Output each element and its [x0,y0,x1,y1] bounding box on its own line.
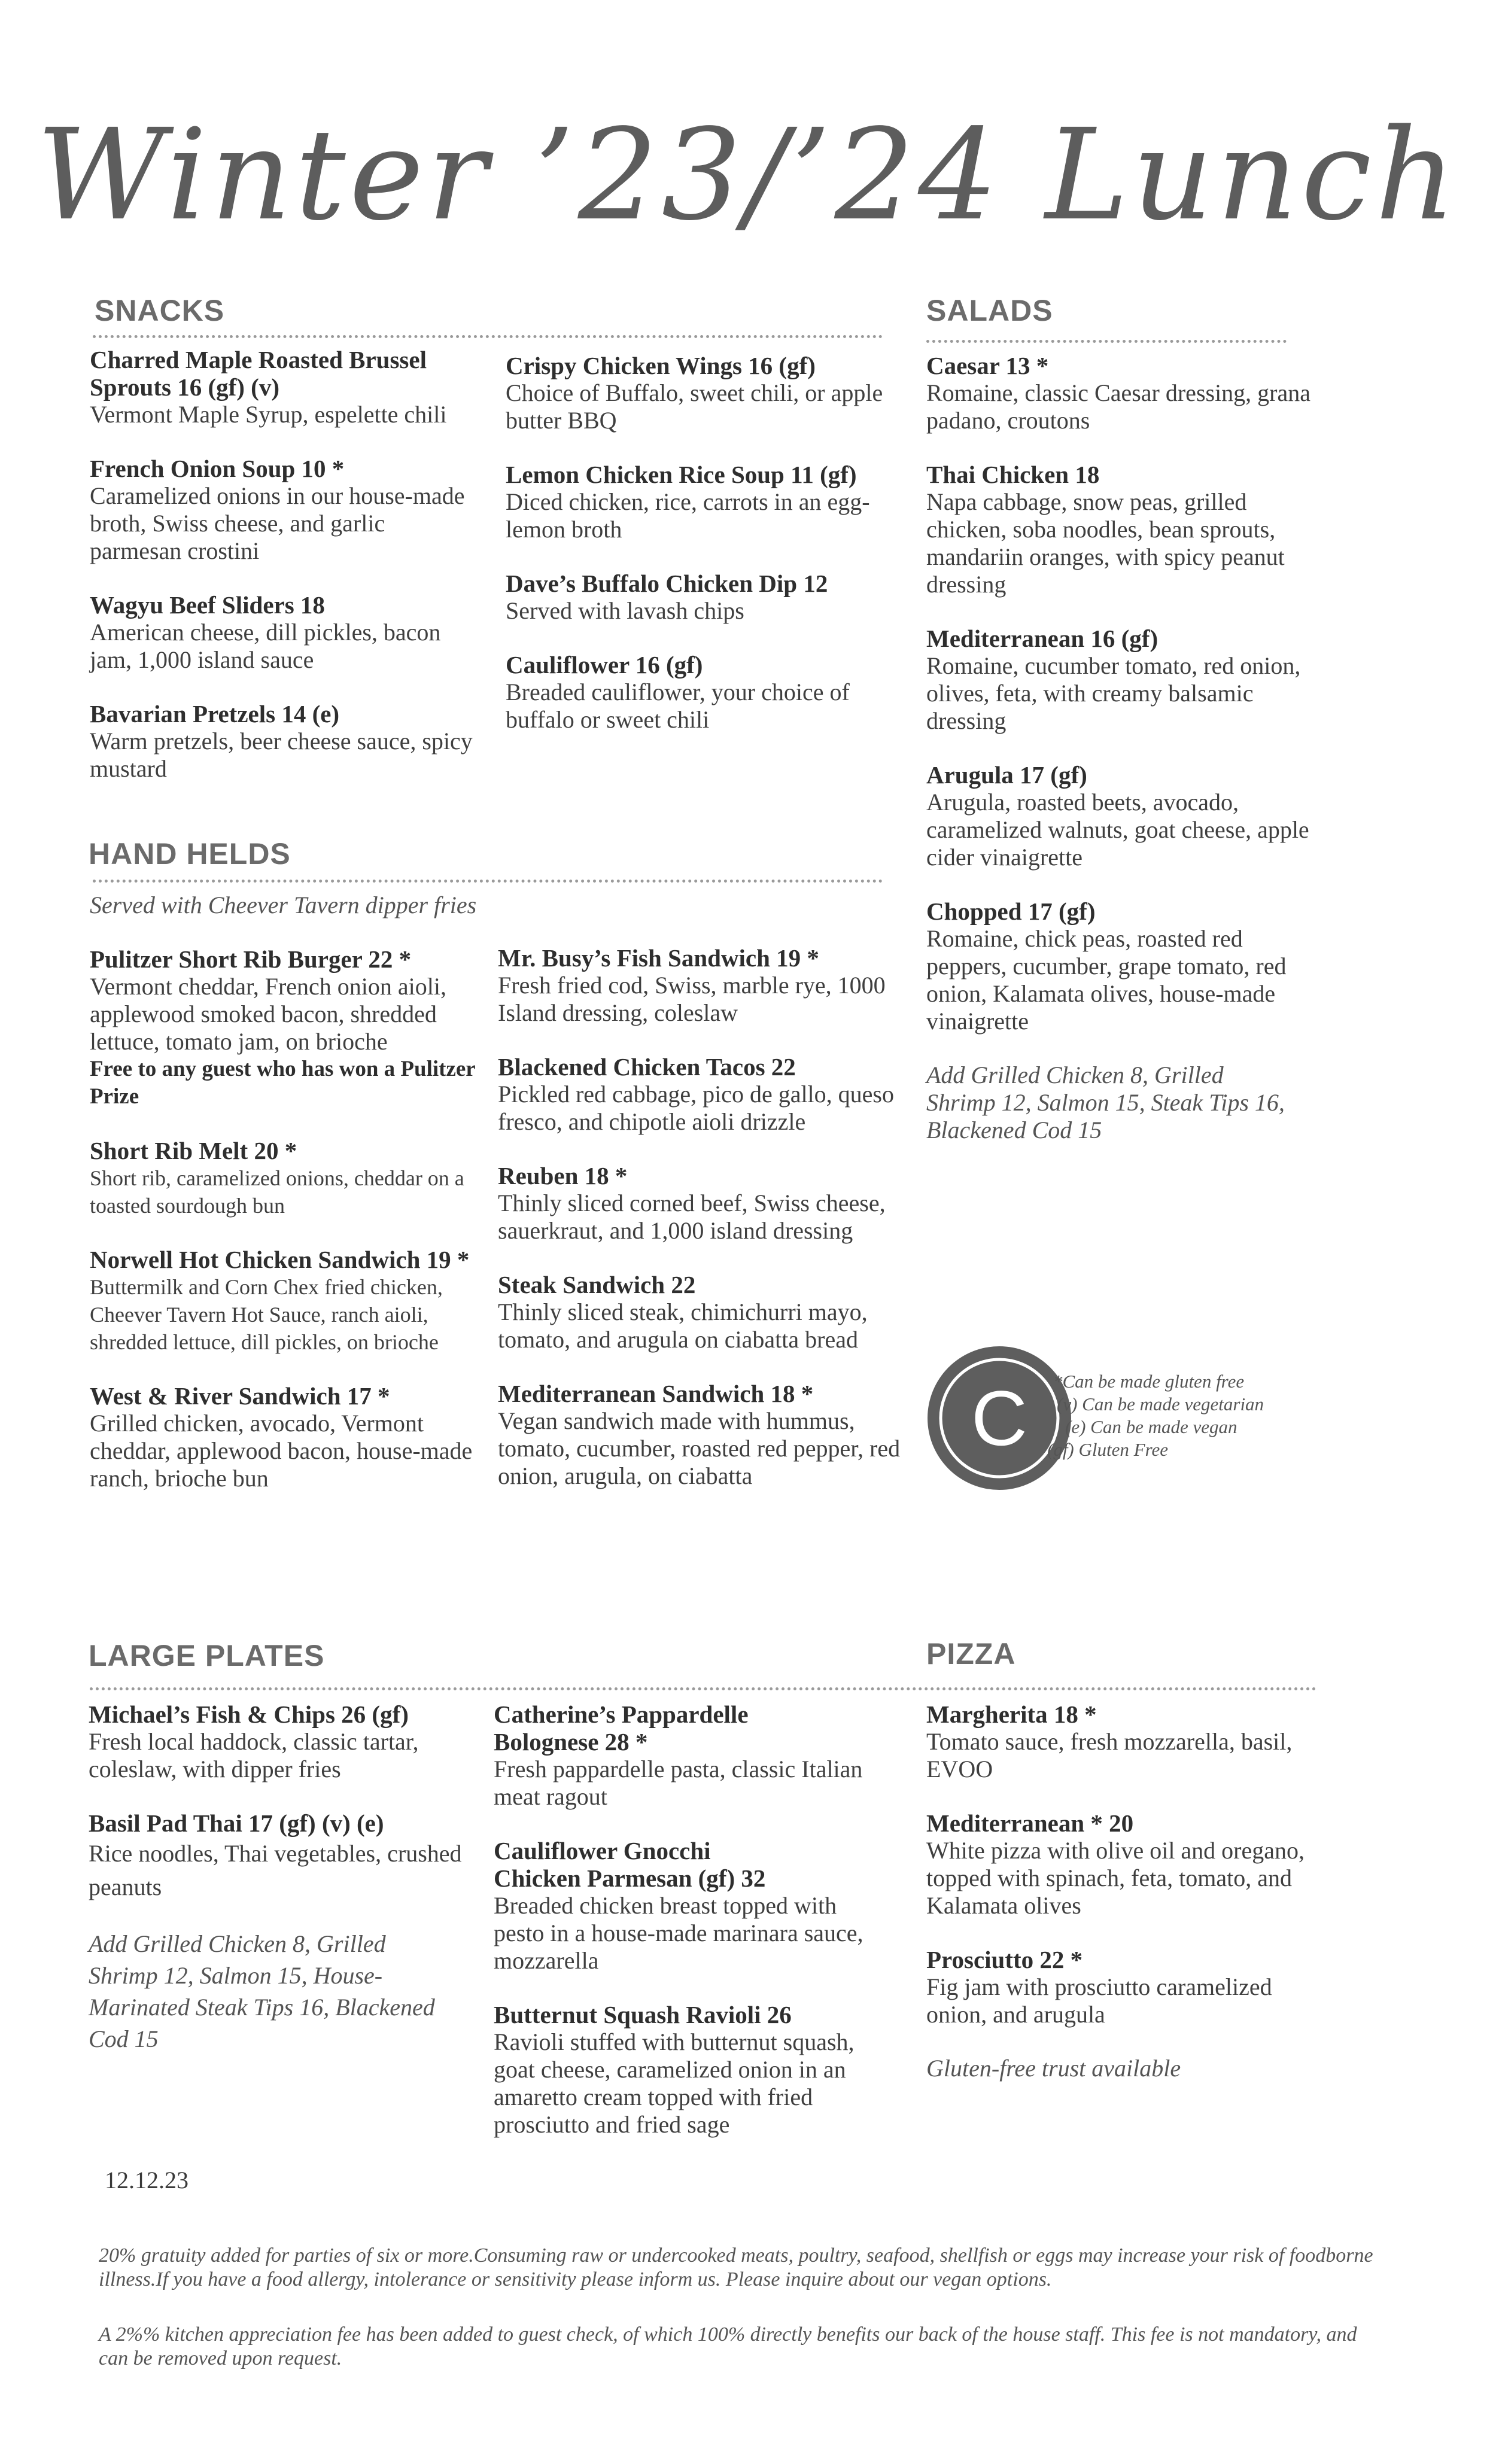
gratuity-notice: 20% gratuity added for parties of six or more.Consuming raw or undercooked meats, poultry, seafood, shellfish or eggs may increase your risk of foodborne illness.If you have a food allergy, intolerance or sensitivity please inform us. Please inquire about our vegan options. [99,2244,1373,2290]
menu-item [494,1837,889,1975]
item-desc: Thinly sliced corned beef, Swiss cheese, sauerkraut, and 1,000 island dressing [498,1190,886,1244]
menu-item [498,1271,905,1353]
item-desc: Caramelized onions in our house-made broth, Swiss cheese, and garlic parmesan crostini [90,482,465,564]
salads-column [926,352,1315,1144]
item-desc: Romaine, classic Caesar dressing, grana padano, croutons [926,379,1311,434]
logo-letter: C [971,1374,1027,1462]
menu-item [90,591,473,674]
item-desc: Fresh pappardelle pasta, classic Italian meat ragout [494,1756,863,1810]
largeplates-left-column [89,1701,472,2055]
item-name: Basil Pad Thai 17 (gf) (v) (e) [89,1809,384,1837]
item-name: Cauliflower Gnocchi Chicken Parmesan (gf) 32 [494,1837,766,1892]
salads-heading: SALADS [926,294,1053,327]
item-desc: Breaded cauliflower, your choice of buffalo or sweet chili [506,679,850,733]
largeplates-heading: LARGE PLATES [89,1639,325,1672]
handhelds-right-column [498,944,905,1516]
item-name: Catherine’s Pappardelle Bolognese 28 * [494,1701,749,1756]
menu-item [926,625,1315,735]
menu-item [926,461,1315,598]
allergen-legend [1047,1370,1264,1461]
item-name: Charred Maple Roasted Brussel Sprouts 16 (gf) (v) [90,346,427,401]
largeplates-right-column [494,1701,889,2165]
item-desc: Fig jam with prosciutto caramelized onion, and arugula [926,1973,1272,2028]
item-name: Arugula 17 (gf) [926,761,1087,789]
item-name: Blackened Chicken Tacos 22 [498,1053,796,1081]
item-desc: Breaded chicken breast topped with pesto in a house-made marinara sauce, mozzarella [494,1892,863,1974]
menu-item [498,1380,905,1490]
item-name: Bavarian Pretzels 14 (e) [90,700,340,728]
item-desc: Romaine, chick peas, roasted red peppers, cucumber, grape tomato, red onion, Kalamata olives, house-made vinaigrette [926,925,1287,1035]
item-desc: Napa cabbage, snow peas, grilled chicken, soba noodles, bean sprouts, mandariin oranges, with spicy peanut dressing [926,488,1285,598]
item-desc: Arugula, roasted beets, avocado, caramelized walnuts, goat cheese, apple cider vinaigrette [926,789,1309,871]
item-desc: Grilled chicken, avocado, Vermont cheddar, applewood bacon, house-made ranch, brioche bun [90,1410,473,1492]
item-desc: Pickled red cabbage, pico de gallo, queso fresco, and chipotle aioli drizzle [498,1081,894,1135]
item-name: Steak Sandwich 22 [498,1271,696,1298]
kitchen-fee-notice: A 2%% kitchen appreciation fee has been added to guest check, of which 100% directly benefits our back of the house staff. This fee is not mandatory, and can be removed upon request. [99,2323,1357,2369]
menu-item [90,700,473,783]
menu-item [926,1809,1309,1920]
item-name: Norwell Hot Chicken Sandwich 19 * [90,1246,470,1273]
salads-divider [926,340,1287,343]
menu-item [498,1053,905,1136]
legend-line: *Can be made gluten free [1053,1371,1245,1392]
largeplates-addon-note: Add Grilled Chicken 8, Grilled Shrimp 12, Salmon 15, House-Marinated Steak Tips 16, Blackened Cod 15 [89,1930,435,2052]
menu-item [89,1701,472,1783]
item-desc: Warm pretzels, beer cheese sauce, spicy mustard [90,728,473,782]
item-desc: Served with lavash chips [506,597,744,624]
item-name: West & River Sandwich 17 * [90,1382,390,1410]
item-desc: Vegan sandwich made with hummus, tomato, cucumber, roasted red pepper, red onion, arugula, on ciabatta [498,1407,901,1489]
menu-item [494,1701,889,1811]
item-name: Mr. Busy’s Fish Sandwich 19 * [498,944,819,972]
menu-item [926,1946,1309,2028]
item-desc: Ravioli stuffed with butternut squash, goat cheese, caramelized onion in an amaretto cream topped with fried prosciutto and fried sage [494,2028,855,2138]
pizza-column [926,1701,1309,2082]
item-name: Mediterranean * 20 [926,1809,1134,1837]
item-name: Margherita 18 * [926,1701,1097,1728]
item-name: Michael’s Fish & Chips 26 (gf) [89,1701,409,1728]
snacks-right-column [506,352,889,760]
item-desc: Buttermilk and Corn Chex fried chicken, Cheever Tavern Hot Sauce, ranch aioli, shredded lettuce, dill pickles, on brioche [90,1275,443,1354]
item-name: Cauliflower 16 (gf) [506,651,703,679]
menu-item [506,352,889,434]
menu-item [926,1701,1309,1783]
pizza-heading: PIZZA [926,1637,1016,1671]
logo-icon [925,1343,1074,1493]
item-desc: Fresh fried cod, Swiss, marble rye, 1000 Island dressing, coleslaw [498,972,886,1026]
item-name: Thai Chicken 18 [926,461,1100,488]
item-desc: Rice noodles, Thai vegetables, crushed peanuts [89,1840,462,1900]
item-desc: American cheese, dill pickles, bacon jam, 1,000 island sauce [90,619,441,673]
item-desc: Vermont Maple Syrup, espelette chili [90,401,447,428]
handhelds-note: Served with Cheever Tavern dipper fries [90,892,477,918]
item-name: Prosciutto 22 * [926,1946,1083,1973]
item-desc: White pizza with olive oil and oregano, topped with spinach, feta, tomato, and Kalamata olives [926,1837,1305,1919]
legend-line: (e) Can be made vegan [1065,1416,1237,1437]
item-desc: Diced chicken, rice, carrots in an egg-lemon broth [506,488,870,543]
menu-item [498,1162,905,1245]
lower-divider [90,1687,1316,1690]
item-name: Caesar 13 * [926,352,1049,379]
item-name: Mediterranean Sandwich 18 * [498,1380,814,1407]
item-desc: Fresh local haddock, classic tartar, coleslaw, with dipper fries [89,1728,419,1782]
menu-item [494,2001,889,2138]
snacks-divider [93,335,883,338]
item-name: Crispy Chicken Wings 16 (gf) [506,352,816,379]
item-name: Wagyu Beef Sliders 18 [90,591,325,619]
menu-title: Winter ’23/’24 Lunch [36,102,1460,248]
snacks-left-column [90,346,473,809]
item-desc: Tomato sauce, fresh mozzarella, basil, EVOO [926,1728,1293,1782]
menu-item [506,570,889,625]
menu-item [90,1137,485,1219]
menu-item [506,651,889,734]
item-desc: Short rib, caramelized onions, cheddar on a toasted sourdough bun [90,1166,464,1218]
menu-item [90,1246,485,1356]
item-name: Lemon Chicken Rice Soup 11 (gf) [506,461,857,488]
handhelds-left-column [90,945,485,1519]
menu-item [89,1809,472,1904]
item-name: Mediterranean 16 (gf) [926,625,1159,652]
item-desc: Vermont cheddar, French onion aioli, applewood smoked bacon, shredded lettuce, tomato jam, on brioche [90,973,447,1055]
menu-date: 12.12.23 [105,2167,188,2194]
item-desc: Romaine, cucumber tomato, red onion, olives, feta, with creamy balsamic dressing [926,652,1301,734]
legend-line: (v) Can be made vegetarian [1057,1394,1264,1414]
item-name: Butternut Squash Ravioli 26 [494,2001,792,2028]
menu-item [90,455,473,565]
legend-line: (gf) Gluten Free [1047,1439,1168,1460]
item-name: Short Rib Melt 20 * [90,1137,297,1164]
item-name: Dave’s Buffalo Chicken Dip 12 [506,570,828,597]
salads-addon-note: Add Grilled Chicken 8, Grilled Shrimp 12, Salmon 15, Steak Tips 16, Blackened Cod 15 [926,1061,1285,1143]
menu-item [90,1382,485,1492]
item-name: Reuben 18 * [498,1162,628,1190]
menu-item [926,898,1315,1035]
snacks-heading: SNACKS [95,294,225,327]
menu-item [90,346,473,428]
menu-item [498,944,905,1027]
item-desc: Thinly sliced steak, chimichurri mayo, tomato, and arugula on ciabatta bread [498,1298,868,1353]
handhelds-divider [93,880,883,883]
menu-item [926,352,1315,434]
menu-item [926,761,1315,871]
handhelds-heading: HAND HELDS [89,837,291,871]
menu-item [90,945,485,1111]
item-name: Pulitzer Short Rib Burger 22 * [90,945,412,973]
item-name: Chopped 17 (gf) [926,898,1096,925]
pulitzer-note: Free to any guest who has won a Pulitzer Prize [90,1057,476,1109]
item-name: French Onion Soup 10 * [90,455,345,482]
pizza-note: Gluten-free trust available [926,2055,1181,2082]
menu-item [506,461,889,543]
item-desc: Choice of Buffalo, sweet chili, or apple butter BBQ [506,379,883,434]
